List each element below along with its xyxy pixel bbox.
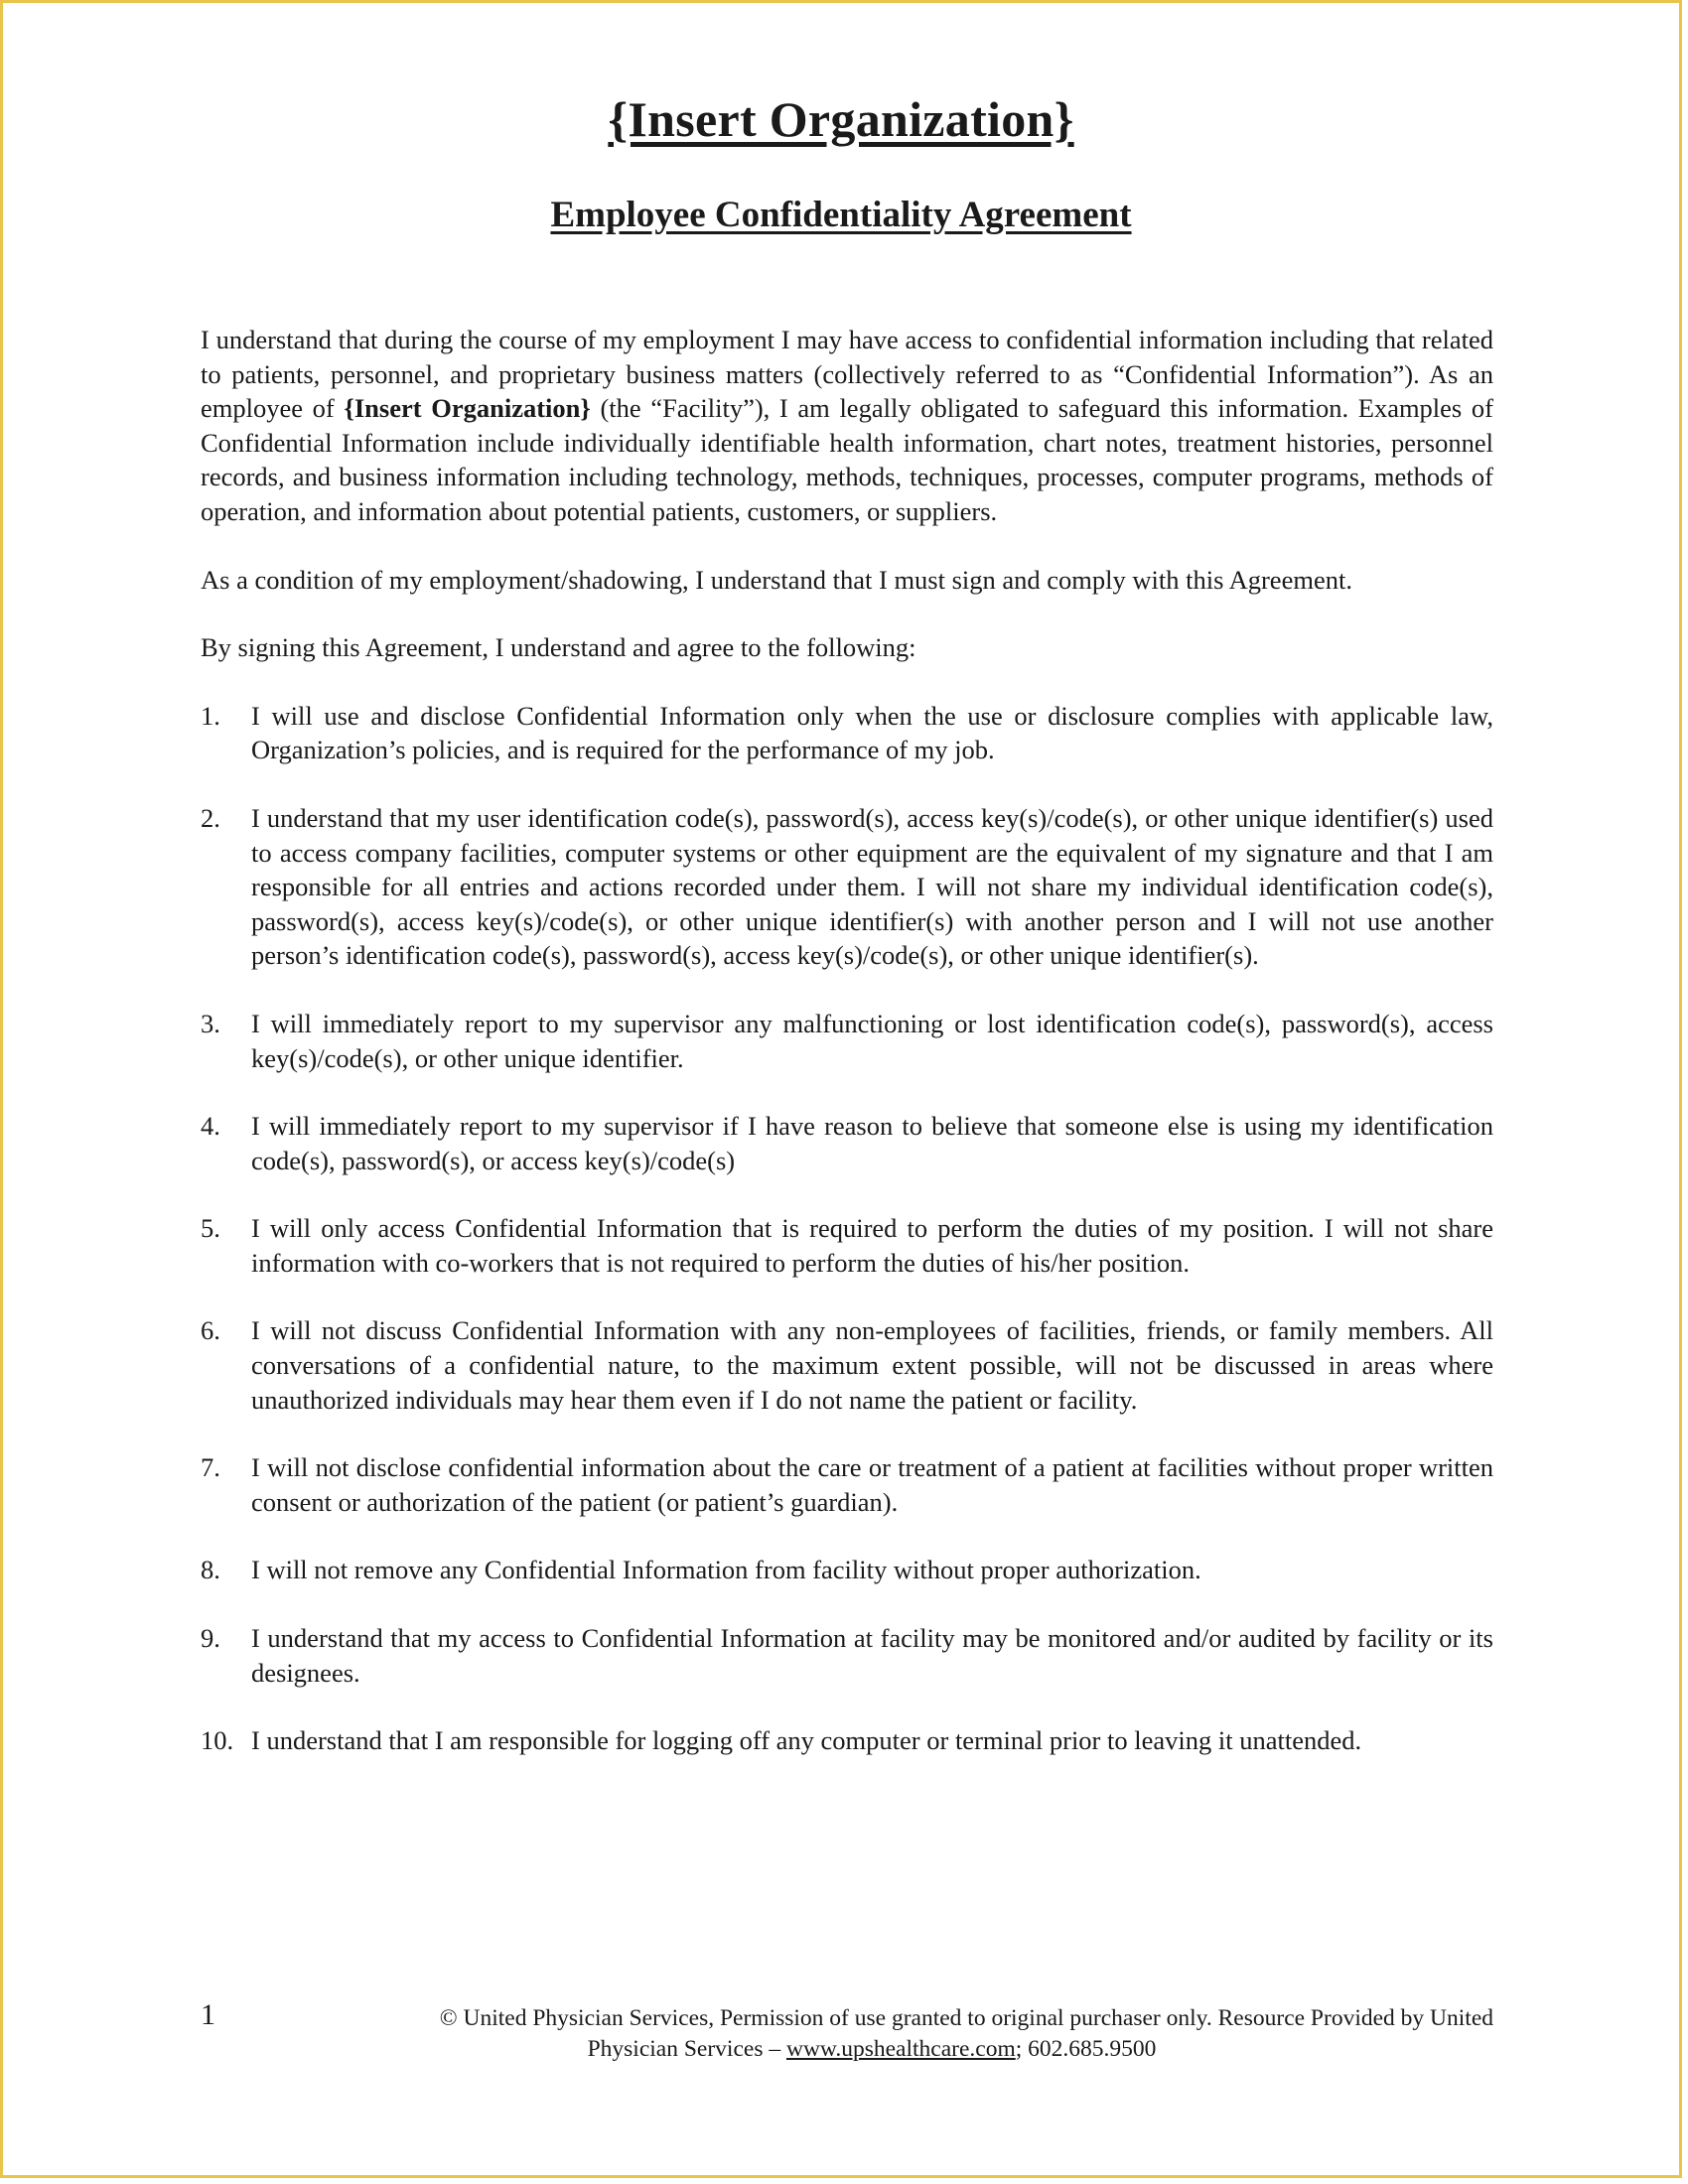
item-text: I will only access Confidential Information that is required to perform the duties of my position. I will not share information with co-workers that is not required to perform the duties of his/her position. [251, 1213, 1493, 1278]
item-text: I understand that I am responsible for logging off any computer or terminal prior to leaving it unattended. [251, 1725, 1362, 1756]
item-text: I will not remove any Confidential Information from facility without proper authorization. [251, 1555, 1201, 1585]
item-number: 4. [201, 1111, 220, 1142]
item-text: I will not discuss Confidential Information with any non-employees of facilities, friends, or family members. All conversations of a confidential nature, to the maximum extent possible, will not be discussed in areas where unauthorized individuals may hear them even if I do not name the patient or facility. [251, 1315, 1493, 1415]
footer-contact-prefix: Physician Services – [587, 2036, 786, 2062]
list-item [201, 801, 1493, 973]
intro-text-a: I understand that during the course of my employment I may have access to confidential information including that related to patients, personnel, and proprietary business matters (collectively referred to as “Confidential Information”). As an employee of [201, 325, 1493, 424]
item-number: 9. [201, 1623, 220, 1654]
list-item [201, 699, 1493, 767]
agreement-lead: By signing this Agreement, I understand and agree to the following: [201, 632, 916, 663]
item-number: 10. [201, 1725, 234, 1756]
page-number: 1 [201, 1998, 215, 2031]
intro-org-name: {Insert Organization} [344, 393, 591, 424]
list-item [201, 1621, 1493, 1690]
item-text: I will use and disclose Confidential Information only when the use or disclosure complies with applicable law, Organization’s policies, and is required for the performance of my job. [251, 700, 1493, 765]
list-item [201, 1450, 1493, 1519]
agreement-body [201, 323, 1493, 1792]
intro-text-b: (the “Facility”), I am legally obligated to safeguard this information. Examples of Confidential Information include individually identifiable health information, chart notes, treatment histories, personnel records, and business information including technology, methods, techniques, processes, computer programs, methods of operation, and information about potential patients, customers, or suppliers. [201, 393, 1493, 526]
item-number: 8. [201, 1555, 220, 1585]
item-text: I understand that my access to Confidential Information at facility may be monitored and/or audited by facility or its designees. [251, 1623, 1493, 1688]
item-number: 3. [201, 1008, 220, 1038]
list-item [201, 1723, 1493, 1758]
footer-contact [201, 2034, 1493, 2065]
item-text: I understand that my user identification code(s), password(s), access key(s)/code(s), or other unique identifier(s) used to access company facilities, computer systems or other equipment are the equivalent of my signature and that I am responsible for all entries and actions recorded under them. I will not share my individual identification code(s), password(s), access key(s)/code(s), or other unique identifier(s) with another person and I will not use another person’s identification code(s), password(s), access key(s)/code(s), or other unique identifier(s). [251, 802, 1493, 971]
agreement-items [201, 699, 1493, 1758]
item-number: 1. [201, 700, 220, 731]
agreement-subtitle: Employee Confidentiality Agreement [550, 195, 1132, 235]
item-text: I will not disclose confidential information about the care or treatment of a patient at facilities without proper written consent or authorization of the patient (or patient’s guardian). [251, 1452, 1493, 1517]
item-text: I will immediately report to my supervisor any malfunctioning or lost identification code(s), password(s), access key(s)/code(s), or other unique identifier. [251, 1008, 1493, 1073]
list-item [201, 1211, 1493, 1280]
page-footer [201, 1998, 1493, 2065]
item-number: 2. [201, 802, 220, 833]
list-item [201, 1109, 1493, 1177]
condition-paragraph: As a condition of my employment/shadowing, I understand that I must sign and comply with this Agreement. [201, 564, 1352, 595]
list-item [201, 1553, 1493, 1587]
organization-title: {Insert Organization} [608, 91, 1074, 147]
footer-phone: ; 602.685.9500 [1015, 2036, 1157, 2062]
intro-paragraph [201, 323, 1493, 529]
item-text: I will immediately report to my supervisor if I have reason to believe that someone else is using my identification code(s), password(s), or access key(s)/code(s) [251, 1111, 1493, 1175]
list-item [201, 1007, 1493, 1075]
item-number: 7. [201, 1452, 220, 1483]
website-link[interactable]: www.upshealthcare.com [785, 2036, 1016, 2062]
footer-copyright: © United Physician Services, Permission of use granted to original purchaser only. Resource Provided by United [439, 2005, 1493, 2031]
item-number: 5. [201, 1213, 220, 1244]
item-number: 6. [201, 1315, 220, 1346]
list-item [201, 1313, 1493, 1417]
